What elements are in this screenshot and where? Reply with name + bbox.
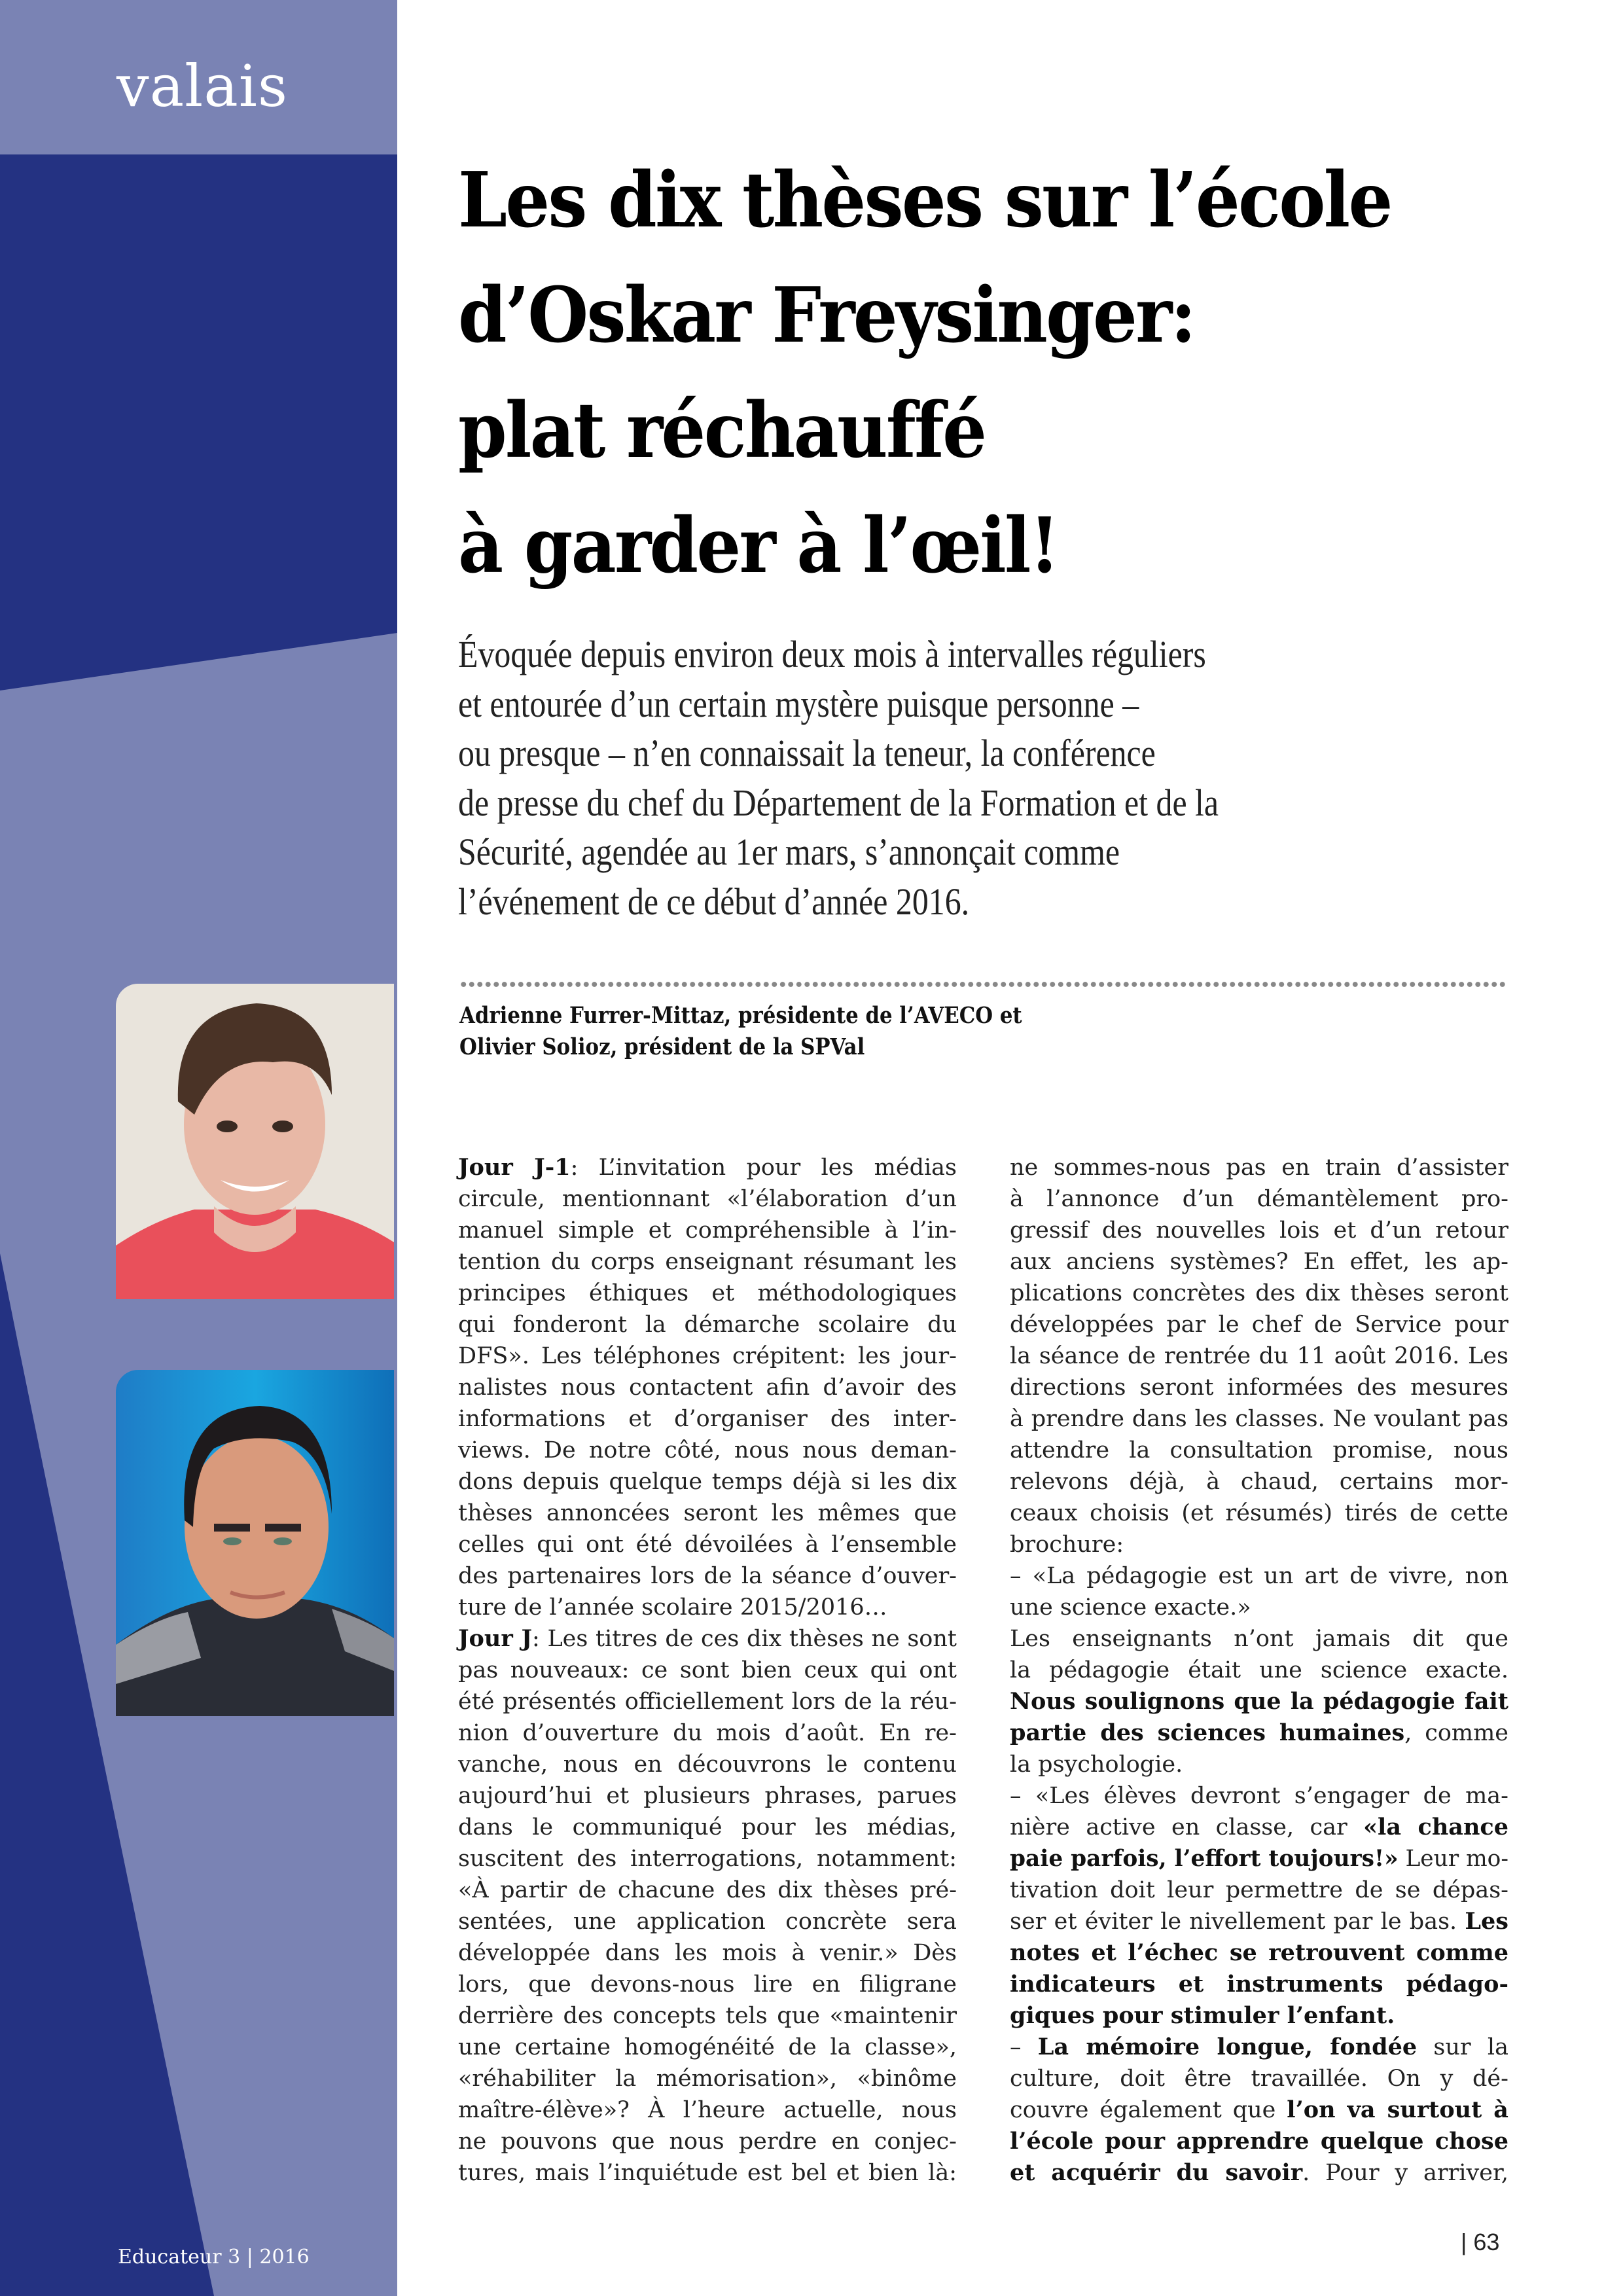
body-text-line <box>458 1843 957 1874</box>
body-text-line-content <box>1010 1937 1508 1969</box>
body-text-line-content <box>458 1529 957 1560</box>
lede-line: de presse du chef du Département de la Formation et de la <box>458 781 1219 824</box>
text-run: ture de l’année scolaire 2015/2016… <box>458 1594 887 1621</box>
body-text-line <box>1010 2063 1508 2094</box>
body-text-line-content <box>458 2094 957 2126</box>
body-text-line-content <box>458 1874 957 1906</box>
text-run: derrière des concepts tels que «maintenir <box>458 2003 957 2029</box>
body-text-line <box>1010 1183 1508 1215</box>
body-text-line-content <box>1010 1246 1508 1278</box>
body-text-line <box>458 1937 957 1969</box>
body-text-line-content <box>458 1780 957 1812</box>
text-run: tivation doit leur permettre de se dépas- <box>1010 1877 1508 1903</box>
body-text-line-content <box>458 2157 957 2189</box>
body-text-line <box>458 1780 957 1812</box>
body-text-line-content <box>1010 1623 1508 1655</box>
body-text-line-content <box>458 1278 957 1309</box>
text-run: culture, doit être travaillée. On y dé- <box>1010 2066 1508 2092</box>
body-text-line <box>458 1655 957 1686</box>
body-text-line <box>1010 1215 1508 1246</box>
body-text-line-content <box>458 1309 957 1340</box>
body-text-line <box>458 1686 957 1717</box>
text-run: thèses annoncées seront les mêmes que <box>458 1500 957 1526</box>
body-text-line-content <box>1010 1403 1508 1435</box>
bold-text-run: La mémoire longue, fondée <box>1037 2034 1418 2060</box>
body-text-line-content <box>1010 1278 1508 1309</box>
body-text-line-content <box>458 1906 957 1937</box>
body-text-line-content <box>1010 1340 1508 1372</box>
body-text-line-content <box>458 1183 957 1215</box>
text-run: : Les titres de ces dix thèses ne sont <box>532 1626 957 1652</box>
body-text-line <box>1010 1623 1508 1655</box>
body-text-line <box>1010 1906 1508 1937</box>
body-text-line <box>1010 2032 1508 2063</box>
body-text-line-content <box>458 1812 957 1843</box>
text-run: sentées, une application concrète sera <box>458 1909 957 1935</box>
text-run: pas nouveaux: ce sont bien ceux qui ont <box>458 1657 957 1683</box>
text-run: . Pour y arriver, <box>1302 2160 1508 2186</box>
body-text-line-content <box>1010 1969 1508 2000</box>
body-text-line-content <box>458 1623 957 1655</box>
body-text-line-content <box>1010 2063 1508 2094</box>
body-text-line <box>458 1183 957 1215</box>
body-text-line <box>1010 1403 1508 1435</box>
body-text-line <box>458 1749 957 1780</box>
bold-text-run: partie des sciences humaines <box>1010 1719 1405 1746</box>
text-run: : L’invitation pour les médias <box>570 1155 957 1181</box>
body-text-line <box>1010 1498 1508 1529</box>
body-text-line-content <box>1010 1780 1508 1812</box>
article-authors <box>459 1000 1099 1063</box>
body-text-line-content <box>458 1466 957 1498</box>
body-text-line-content <box>458 1152 957 1183</box>
body-text-line <box>458 2032 957 2063</box>
body-text-line <box>1010 1780 1508 1812</box>
body-column-right <box>1010 1152 1508 2189</box>
author-photo-2 <box>116 1370 394 1716</box>
title-line: d’Oskar Freysinger: <box>458 271 1195 360</box>
text-run: dons depuis quelque temps déjà si les dix <box>458 1469 957 1495</box>
text-run: des partenaires lors de la séance d’ouver- <box>458 1563 957 1589</box>
bold-text-run: indicateurs et instruments pédago- <box>1010 1971 1508 1998</box>
text-run: vanche, nous en découvrons le contenu <box>458 1751 957 1778</box>
body-text-line-content <box>1010 1655 1508 1686</box>
text-run: informations et d’organiser des inter- <box>458 1406 957 1432</box>
body-text-line <box>1010 1686 1508 1717</box>
body-text-line <box>458 1340 957 1372</box>
text-run: manuel simple et compréhensible à l’in- <box>458 1217 957 1244</box>
body-text-line-content <box>458 1372 957 1403</box>
body-text-line-content <box>1010 2032 1508 2063</box>
body-text-line <box>1010 1372 1508 1403</box>
body-text-line-content <box>458 2126 957 2157</box>
text-run: Leur mo- <box>1398 1846 1508 1872</box>
body-text-line <box>1010 1969 1508 2000</box>
publication-footer: Educateur 3 | 2016 <box>118 2246 310 2269</box>
body-text-line <box>458 1874 957 1906</box>
body-text-line <box>458 2094 957 2126</box>
body-text-line-content <box>1010 2157 1508 2189</box>
body-text-line-content <box>458 1655 957 1686</box>
body-text-line-content <box>458 1246 957 1278</box>
text-run: ceaux choisis (et résumés) tirés de cette <box>1010 1500 1508 1526</box>
body-text-line <box>458 1403 957 1435</box>
body-text-line <box>458 1152 957 1183</box>
body-text-line-content <box>458 1340 957 1372</box>
text-run: ne sommes-nous pas en train d’assister <box>1010 1155 1508 1181</box>
text-run: directions seront informées des mesures <box>1010 1374 1508 1401</box>
sidebar-band <box>0 0 397 2296</box>
body-text-line-content <box>1010 1874 1508 1906</box>
text-run: plications concrètes des dix thèses seront <box>1010 1280 1508 1306</box>
lede-line: l’événement de ce début d’année 2016. <box>458 880 970 923</box>
body-text-line <box>458 1717 957 1749</box>
body-text-line-content <box>458 2032 957 2063</box>
text-run: views. De notre côté, nous nous deman- <box>458 1437 957 1463</box>
text-run: lors, que devons-nous lire en filigrane <box>458 1971 957 1998</box>
text-run: principes éthiques et méthodologiques <box>458 1280 957 1306</box>
text-run: aujourd’hui et plusieurs phrases, parues <box>458 1783 957 1809</box>
text-run: relevons déjà, à chaud, certains mor- <box>1010 1469 1508 1495</box>
dotted-divider <box>459 981 1507 988</box>
body-text-line <box>458 1529 957 1560</box>
bold-text-run: Nous soulignons que la pédagogie fait <box>1010 1688 1508 1715</box>
text-run: développées par le chef de Service pour <box>1010 1312 1509 1338</box>
text-run: circule, mentionnant «l’élaboration d’un <box>458 1186 957 1212</box>
dark-navy-top-shape <box>0 154 397 691</box>
body-text-line-content <box>1010 1812 1508 1843</box>
bold-text-run: paie parfois, l’effort toujours!» <box>1010 1845 1399 1872</box>
text-run: à l’annonce d’un démantèlement pro- <box>1010 1186 1508 1212</box>
body-text-line-content <box>1010 1906 1508 1937</box>
body-text-line-content <box>1010 1466 1508 1498</box>
body-text-line <box>1010 2157 1508 2189</box>
text-run: , comme <box>1404 1720 1509 1746</box>
bold-text-run: Jour J <box>458 1625 533 1652</box>
text-run: maître-élève»? À l’heure actuelle, nous <box>458 2097 957 2123</box>
bold-text-run: Jour J-1 <box>458 1154 571 1181</box>
body-text-line-content <box>458 2000 957 2032</box>
body-text-line <box>458 1309 957 1340</box>
text-run: nière active en classe, car <box>1010 1814 1364 1840</box>
page-number: | 63 <box>1461 2229 1500 2255</box>
body-text-line-content <box>458 1749 957 1780</box>
text-run: – «Les élèves devront s’engager de ma- <box>1010 1783 1508 1809</box>
text-run: aux anciens systèmes? En effet, les ap- <box>1010 1249 1508 1275</box>
body-text-line <box>1010 1152 1508 1183</box>
article-title <box>458 143 1531 603</box>
lede-line: ou presque – n’en connaissait la teneur, la conférence <box>458 732 1156 774</box>
text-run: tention du corps enseignant résumant les <box>458 1249 957 1275</box>
title-line: à garder à l’œil! <box>458 501 1058 590</box>
body-text-line <box>458 1623 957 1655</box>
body-text-line <box>1010 1278 1508 1309</box>
portrait-photo-man-icon <box>116 1370 394 1716</box>
body-text-line <box>458 1906 957 1937</box>
text-run: gressif des nouvelles lois et d’un retour <box>1010 1217 1508 1244</box>
body-text-line <box>458 1592 957 1623</box>
body-column-left <box>458 1152 957 2189</box>
text-run: DFS». Les téléphones crépitent: les jour- <box>458 1343 957 1369</box>
body-text-line-content <box>1010 1560 1508 1592</box>
text-run: attendre la consultation promise, nous <box>1010 1437 1509 1463</box>
author-line: Adrienne Furrer-Mittaz, présidente de l’AVECO et <box>459 1002 1022 1029</box>
body-text-line <box>1010 1246 1508 1278</box>
body-text-line <box>1010 1466 1508 1498</box>
body-text-line-content <box>458 1498 957 1529</box>
body-text-line <box>458 1560 957 1592</box>
body-text-line <box>1010 1340 1508 1372</box>
body-text-line <box>1010 1717 1508 1749</box>
bold-text-run: «la chance <box>1363 1814 1508 1840</box>
body-text-line-content <box>458 1843 957 1874</box>
body-text-line <box>458 2157 957 2189</box>
bold-text-run: Les <box>1465 1908 1509 1935</box>
body-text-line <box>1010 1592 1508 1623</box>
body-text-line <box>1010 2126 1508 2157</box>
body-text-line-content <box>1010 1686 1508 1717</box>
author-photo-1 <box>116 984 394 1299</box>
body-text-line-content <box>1010 1215 1508 1246</box>
body-text-line <box>1010 1937 1508 1969</box>
body-text-line <box>458 1278 957 1309</box>
body-text-line <box>458 2000 957 2032</box>
text-run: dans le communiqué pour les médias, <box>458 1814 957 1840</box>
body-text-line <box>458 1466 957 1498</box>
bold-text-run: giques pour stimuler l’enfant. <box>1010 2002 1395 2029</box>
body-text-line-content <box>458 1215 957 1246</box>
body-text-line-content <box>1010 1183 1508 1215</box>
body-text-line-content <box>1010 1152 1508 1183</box>
text-run: «À partir de chacune des dix thèses pré- <box>458 1877 957 1903</box>
lede-line: Évoquée depuis environ deux mois à intervalles réguliers <box>458 633 1206 675</box>
body-text-line-content <box>1010 1592 1251 1623</box>
body-text-line-content <box>1010 1498 1508 1529</box>
body-text-line <box>1010 1560 1508 1592</box>
body-text-line <box>458 1215 957 1246</box>
portrait-photo-woman-icon <box>116 984 394 1299</box>
body-text-line <box>458 1812 957 1843</box>
body-text-line <box>458 1246 957 1278</box>
body-text-line-content <box>1010 1529 1124 1560</box>
body-text-line-content <box>1010 2000 1395 2032</box>
body-text-line <box>1010 1309 1508 1340</box>
text-run: suscitent des interrogations, notamment: <box>458 1846 957 1872</box>
text-run: sur la <box>1417 2034 1508 2060</box>
text-run: celles qui ont été dévoilées à l’ensemble <box>458 1532 957 1558</box>
body-text-line <box>458 2063 957 2094</box>
body-text-line-content <box>458 1937 957 1969</box>
body-text-line <box>1010 1529 1508 1560</box>
body-text-line <box>1010 2000 1508 2032</box>
text-run: développée dans les mois à venir.» Dès <box>458 1940 957 1966</box>
text-run: la psychologie. <box>1010 1751 1183 1778</box>
text-run: tures, mais l’inquiétude est bel et bien là: <box>458 2160 957 2186</box>
text-run: la pédagogie était une science exacte. <box>1010 1657 1509 1683</box>
body-text-line <box>1010 1435 1508 1466</box>
body-text-line-content <box>1010 1843 1508 1874</box>
text-run: Les enseignants n’ont jamais dit que <box>1010 1626 1508 1652</box>
text-run: la séance de rentrée du 11 août 2016. Les <box>1010 1343 1508 1369</box>
text-run: nalistes nous contactent afin d’avoir des <box>458 1374 957 1401</box>
body-text-line-content <box>1010 1435 1508 1466</box>
bold-text-run: l’école pour apprendre quelque chose <box>1010 2128 1508 2155</box>
body-text-line-content <box>458 1435 957 1466</box>
body-text-line-content <box>458 2063 957 2094</box>
body-text-line-content <box>458 1592 887 1623</box>
title-line: Les dix thèses sur l’école <box>458 156 1391 245</box>
author-line: Olivier Solioz, président de la SPVal <box>459 1033 865 1060</box>
lede-line: Sécurité, agendée au 1er mars, s’annonçait comme <box>458 831 1120 873</box>
text-run: ser et éviter le nivellement par le bas. <box>1010 1909 1465 1935</box>
text-run: – «La pédagogie est un art de vivre, non <box>1010 1563 1508 1589</box>
body-text-line <box>1010 1874 1508 1906</box>
text-run: à prendre dans les classes. Ne voulant pas <box>1010 1406 1509 1432</box>
bold-text-run: notes et l’échec se retrouvent comme <box>1010 1939 1509 1966</box>
lede-line: et entourée d’un certain mystère puisque personne – <box>458 682 1139 725</box>
bold-text-run: l’on va surtout à <box>1287 2096 1508 2123</box>
text-run: ne pouvons que nous perdre en conjec- <box>458 2128 957 2155</box>
title-line: plat réchauffé <box>458 386 986 475</box>
text-run: couvre également que <box>1010 2097 1287 2123</box>
article-lede <box>458 630 1531 926</box>
body-text-line-content <box>458 1560 957 1592</box>
body-text-line <box>1010 1812 1508 1843</box>
body-text-line-content <box>458 1686 957 1717</box>
text-run: nion d’ouverture du mois d’août. En re- <box>458 1720 957 1746</box>
body-text-line <box>458 2126 957 2157</box>
text-run: été présentés officiellement lors de la réu- <box>458 1689 957 1715</box>
body-text-line <box>458 1969 957 2000</box>
body-text-line-content <box>1010 2126 1508 2157</box>
text-run: qui fonderont la démarche scolaire du <box>458 1312 957 1338</box>
body-text-line <box>1010 2094 1508 2126</box>
text-run: «réhabiliter la mémorisation», «binôme <box>458 2066 957 2092</box>
body-text-line-content <box>1010 1309 1508 1340</box>
body-text-line <box>458 1498 957 1529</box>
text-run: – <box>1010 2034 1038 2060</box>
body-text-line-content <box>1010 2094 1508 2126</box>
body-text-line <box>1010 1749 1508 1780</box>
body-text-line <box>1010 1843 1508 1874</box>
text-run: brochure: <box>1010 1532 1124 1558</box>
text-run: une science exacte.» <box>1010 1594 1251 1621</box>
body-text-line-content <box>458 1969 957 2000</box>
body-text-line <box>458 1435 957 1466</box>
section-label: valais <box>116 52 289 120</box>
body-text-line-content <box>1010 1749 1183 1780</box>
body-text-line <box>1010 1655 1508 1686</box>
body-text-line-content <box>1010 1717 1508 1749</box>
body-text-line-content <box>458 1403 957 1435</box>
body-text-line <box>458 1372 957 1403</box>
text-run: une certaine homogénéité de la classe», <box>458 2034 957 2060</box>
body-text-line-content <box>1010 1372 1508 1403</box>
body-text-line-content <box>458 1717 957 1749</box>
bold-text-run: et acquérir du savoir <box>1010 2159 1303 2186</box>
